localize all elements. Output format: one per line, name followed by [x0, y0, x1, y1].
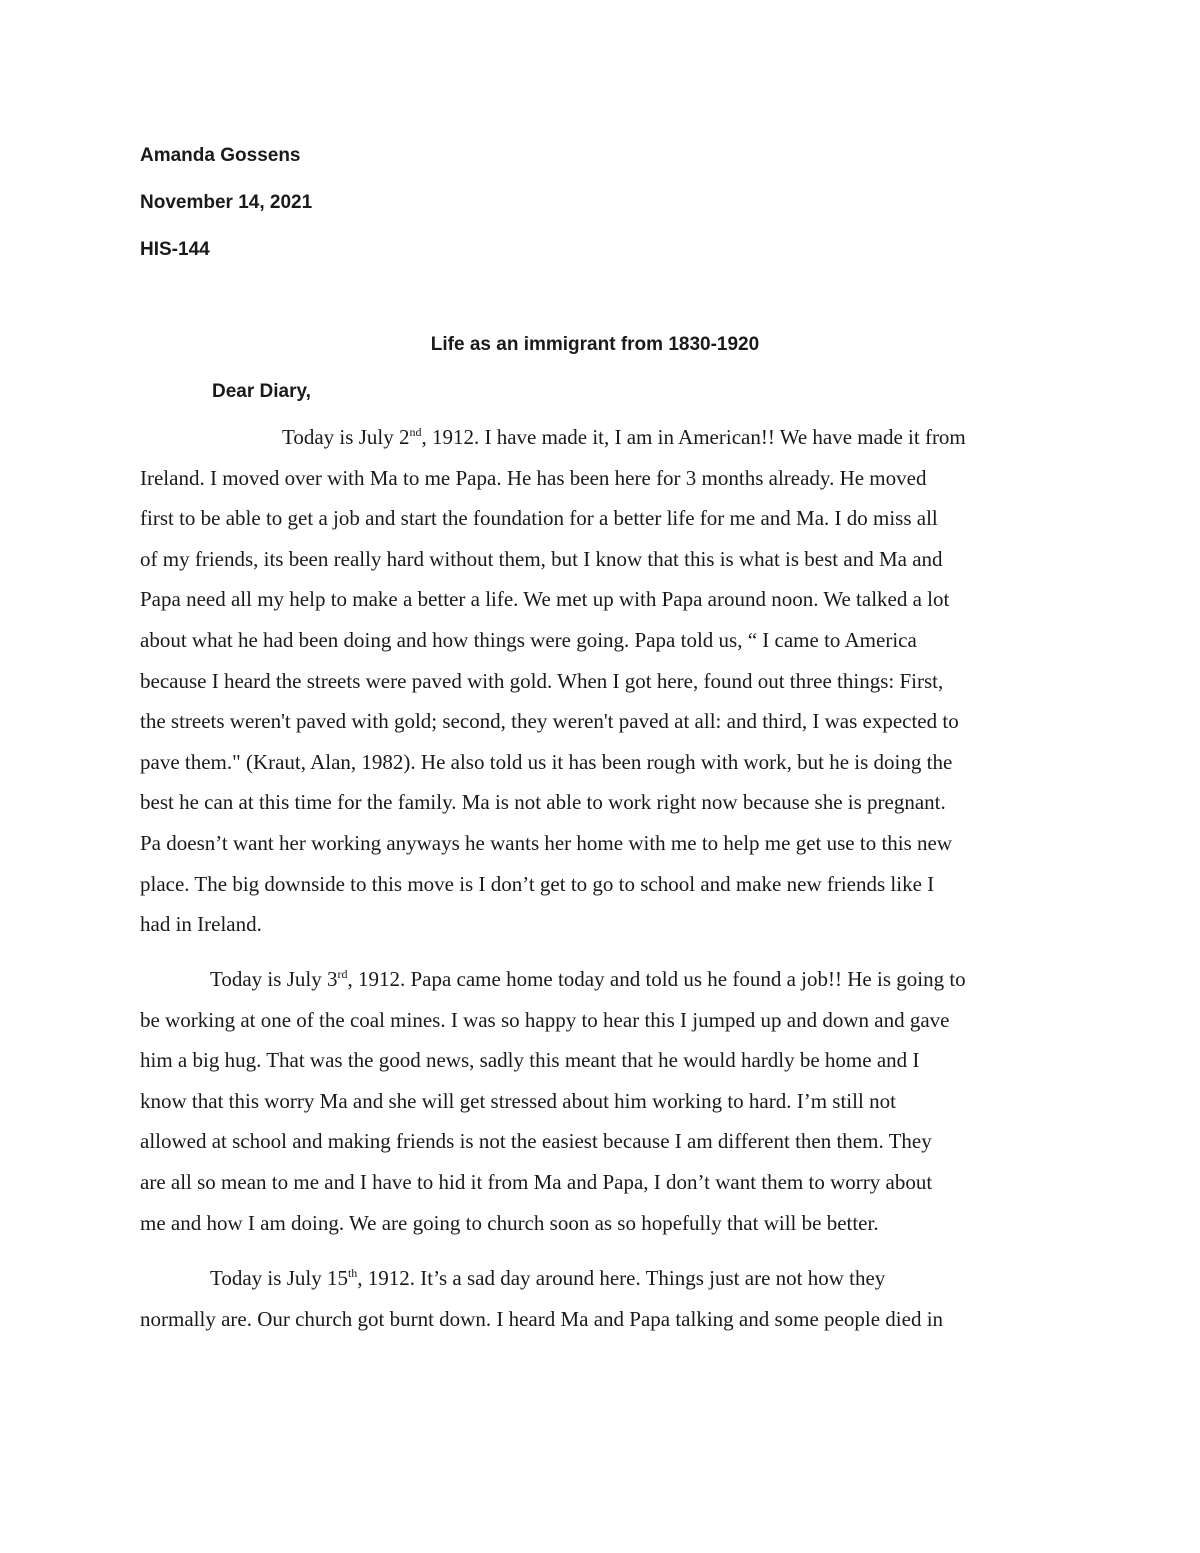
entry-line: me and how I am doing. We are going to church soon as so hopefully that will be better. — [140, 1210, 879, 1235]
entry-line: best he can at this time for the family. Ma is not able to work right now because she is pregnant. — [140, 790, 946, 815]
entry-date: Today is July 15 — [210, 1266, 348, 1290]
entry-first-line — [140, 959, 1070, 1000]
entry-line: about what he had been doing and how things were going. Papa told us, “ I came to America — [140, 627, 917, 652]
entry-first-line — [140, 417, 1070, 458]
entry-line: be working at one of the coal mines. I was so happy to hear this I jumped up and down and gave — [140, 1007, 950, 1032]
document-date: November 14, 2021 — [140, 192, 313, 213]
entry-line: are all so mean to me and I have to hid it from Ma and Papa, I don’t want them to worry about — [140, 1169, 933, 1194]
entry-line: know that this worry Ma and she will get stressed about him working to hard. I’m still not — [140, 1088, 896, 1113]
entry-line: him a big hug. That was the good news, sadly this meant that he would hardly be home and I — [140, 1048, 920, 1073]
date-ordinal: th — [347, 1266, 358, 1280]
entry-line: the streets weren't paved with gold; second, they weren't paved at all: and third, I was expected to — [140, 709, 959, 734]
entry-line: because I heard the streets were paved with gold. When I got here, found out three things: First, — [140, 668, 944, 693]
diary-entry-july-3 — [140, 959, 1070, 1243]
salutation: Dear Diary, — [212, 381, 311, 402]
entry-line: normally are. Our church got burnt down. I heard Ma and Papa talking and some people died in — [140, 1306, 944, 1331]
date-ordinal: nd — [409, 425, 422, 439]
entry-first-line-text: , 1912. It’s a sad day around here. Things just are not how they — [357, 1266, 886, 1290]
entry-line: Papa need all my help to make a better a life. We met up with Papa around noon. We talked a lot — [140, 587, 950, 612]
entry-line: had in Ireland. — [140, 912, 262, 937]
entry-line: allowed at school and making friends is not the easiest because I am different then them. They — [140, 1129, 932, 1154]
entry-date: Today is July 3 — [210, 967, 338, 991]
author-name: Amanda Gossens — [140, 145, 301, 166]
date-ordinal: rd — [337, 967, 348, 981]
entry-date: Today is July 2 — [282, 425, 410, 449]
entry-line: place. The big downside to this move is I don’t get to go to school and make new friends like I — [140, 871, 935, 896]
diary-entry-july-15 — [140, 1258, 1070, 1339]
entry-line: of my friends, its been really hard without them, but I know that this is what is best and Ma and — [140, 546, 943, 571]
entry-first-line — [140, 1258, 1070, 1299]
entry-line: pave them." (Kraut, Alan, 1982). He also told us it has been rough with work, but he is doing the — [140, 749, 953, 774]
diary-entry-july-2 — [140, 417, 1070, 945]
entry-line: Ireland. I moved over with Ma to me Papa. He has been here for 3 months already. He moved — [140, 465, 927, 490]
document-title: Life as an immigrant from 1830-1920 — [430, 334, 760, 355]
entry-first-line-text: , 1912. I have made it, I am in American!! We have made it from — [421, 425, 966, 449]
entry-line: Pa doesn’t want her working anyways he wants her home with me to help me get use to this new — [140, 830, 953, 855]
entry-first-line-text: , 1912. Papa came home today and told us he found a job!! He is going to — [347, 967, 966, 991]
entry-line: first to be able to get a job and start the foundation for a better life for me and Ma. I do miss all — [140, 506, 938, 531]
course-code: HIS-144 — [140, 239, 210, 260]
